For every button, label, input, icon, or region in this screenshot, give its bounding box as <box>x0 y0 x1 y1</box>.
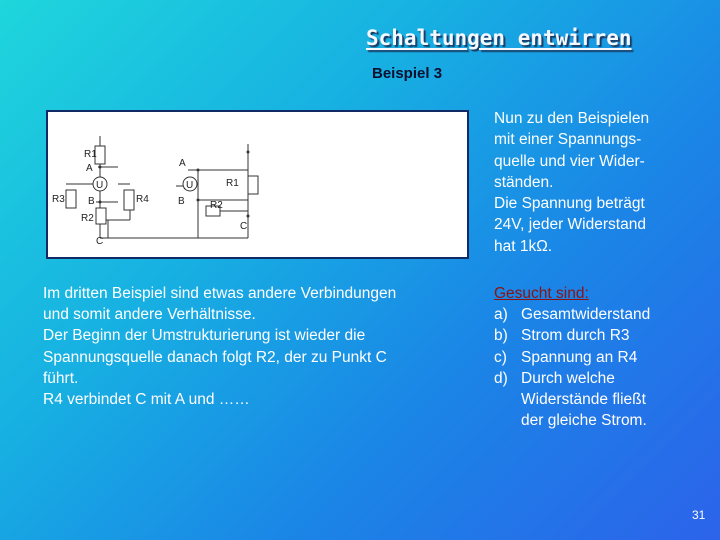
intro-line: hat 1kΩ. <box>494 237 553 255</box>
intro-line: quelle und vier Wider- <box>494 152 645 170</box>
description-line: führt. <box>43 369 79 387</box>
description-line: Der Beginn der Umstrukturierung ist wieder die <box>43 327 366 345</box>
label-b-right: B <box>178 196 185 207</box>
intro-line: mit einer Spannungs- <box>494 131 642 149</box>
label-r3: R3 <box>52 194 65 205</box>
question-item <box>494 304 714 325</box>
intro-line: Nun zu den Beispielen <box>494 110 650 127</box>
label-a-left: A <box>86 163 93 174</box>
description-line: Im dritten Beispiel sind etwas andere Verbindungen <box>43 285 397 302</box>
label-c-right: C <box>240 221 248 232</box>
questions-heading: Gesucht sind: <box>494 285 589 302</box>
node-bottom-right <box>247 215 250 218</box>
question-text: Spannung an R4 <box>521 348 638 366</box>
label-u-right: U <box>186 180 194 191</box>
slide-title: Schaltungen entwirren <box>366 26 632 50</box>
description-line: R4 verbindet C mit A und …… <box>43 391 250 409</box>
questions-list <box>494 283 714 431</box>
label-c-left: C <box>96 236 104 247</box>
question-text <box>521 368 647 432</box>
label-a-right: A <box>179 158 186 169</box>
node-b-left <box>99 201 102 204</box>
question-text: Gesamtwiderstand <box>521 306 651 324</box>
question-item <box>494 368 714 432</box>
question-item <box>494 325 714 346</box>
description-line: und somit andere Verhältnisse. <box>43 306 256 324</box>
description-text <box>43 283 463 410</box>
label-r4-left: R4 <box>136 194 149 205</box>
question-letter: a) <box>494 306 508 324</box>
intro-line: 24V, jeder Widerstand <box>494 216 646 234</box>
question-line: der gleiche Strom. <box>521 412 647 430</box>
intro-line: ständen. <box>494 173 554 191</box>
resistor-r2 <box>96 208 106 224</box>
label-r2-left: R2 <box>81 213 94 224</box>
intro-line: Die Spannung beträgt <box>494 195 645 213</box>
question-letter: d) <box>494 369 508 387</box>
label-r1-right: R1 <box>226 178 239 189</box>
node-a-left <box>99 166 102 169</box>
circuit-diagram-panel <box>46 110 469 259</box>
question-line: Durch welche <box>521 369 615 387</box>
node-a-right <box>197 169 200 172</box>
question-letter: c) <box>494 348 507 366</box>
question-line: Widerstände fließt <box>521 391 646 409</box>
label-b-left: B <box>88 196 95 207</box>
node-top-right <box>247 151 250 154</box>
circuit-diagram <box>48 112 471 261</box>
resistor-r3 <box>66 190 76 208</box>
page-number: 31 <box>692 508 706 522</box>
question-text: Strom durch R3 <box>521 327 630 345</box>
label-r2-right: R2 <box>210 200 223 211</box>
label-r1: R1 <box>84 149 97 160</box>
slide-subtitle: Beispiel 3 <box>372 65 443 82</box>
question-letter: b) <box>494 327 508 345</box>
node-b-right <box>197 199 200 202</box>
intro-text <box>494 108 714 257</box>
label-u-left: U <box>96 180 104 191</box>
question-item <box>494 347 714 368</box>
resistor-r1-right <box>248 176 258 194</box>
description-line: Spannungsquelle danach folgt R2, der zu Punkt C <box>43 348 387 366</box>
resistor-r4 <box>124 190 134 210</box>
